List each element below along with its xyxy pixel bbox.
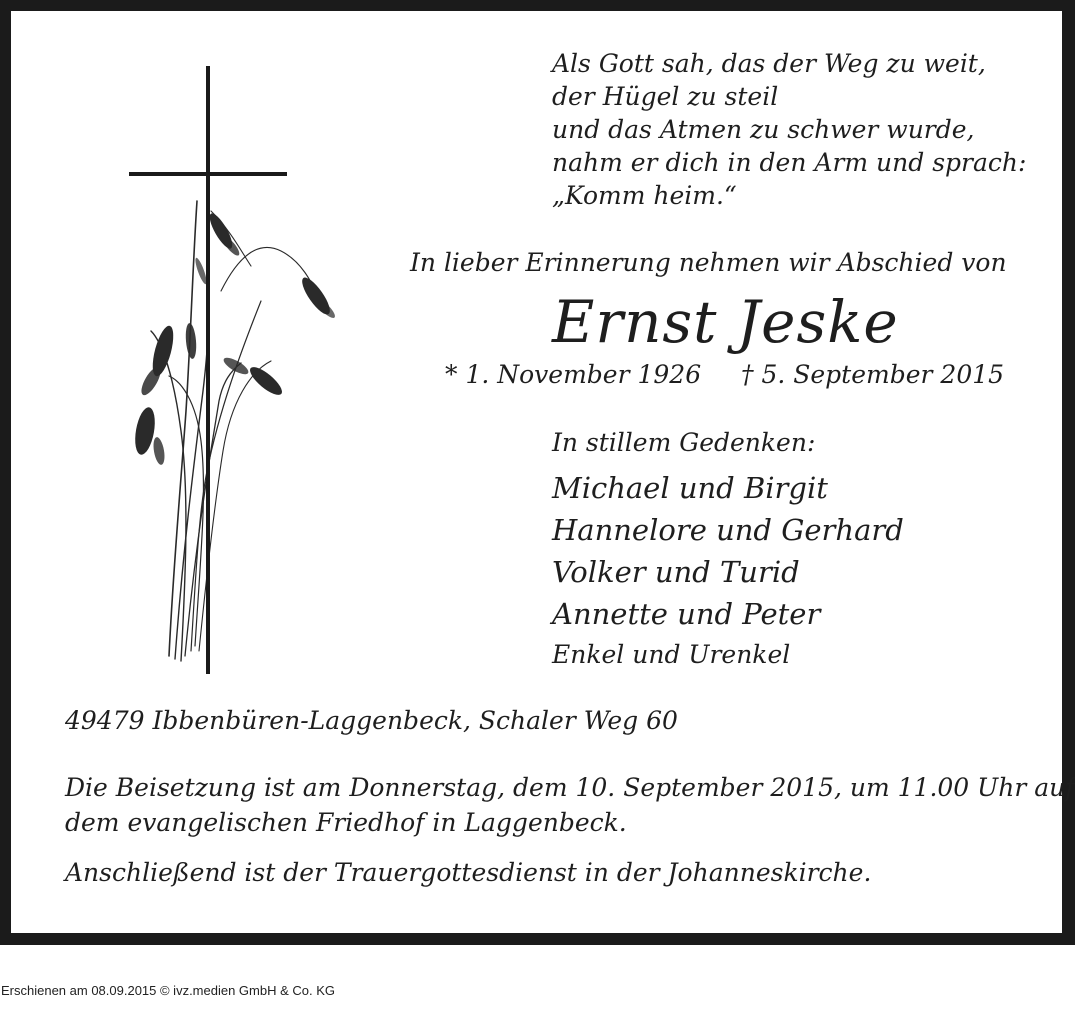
mourner-entry: Hannelore und Gerhard xyxy=(552,513,904,547)
burial-line: Die Beisetzung ist am Donnerstag, dem 10. September 2015, um 11.00 Uhr auf xyxy=(65,773,1075,802)
obituary-card xyxy=(11,11,1075,933)
poem-line: und das Atmen zu schwer wurde, xyxy=(552,115,975,144)
address: 49479 Ibbenbüren-Laggenbeck, Schaler Weg 60 xyxy=(65,706,678,735)
birth-date: * 1. November 1926 xyxy=(445,360,702,389)
poem xyxy=(552,47,1026,212)
mourners-list xyxy=(552,467,904,635)
mourners-heading: In stillem Gedenken: xyxy=(552,428,816,457)
burial-info xyxy=(65,770,1074,840)
poem-line: der Hügel zu steil xyxy=(552,82,779,111)
grandchildren-line: Enkel und Urenkel xyxy=(552,640,791,669)
poem-line: Als Gott sah, das der Weg zu weit, xyxy=(552,49,986,78)
deceased-name: Ernst Jeske xyxy=(552,288,899,356)
mourner-entry: Michael und Birgit xyxy=(552,471,828,505)
mourner-entry: Volker und Turid xyxy=(552,555,800,589)
poem-line: nahm er dich in den Arm und sprach: xyxy=(552,148,1027,177)
cross-with-wheat-icon xyxy=(111,51,351,681)
publication-footer: Erschienen am 08.09.2015 © ivz.medien GmbH & Co. KG xyxy=(1,983,336,998)
service-info: Anschließend ist der Trauergottesdienst in der Johanneskirche. xyxy=(65,858,872,887)
burial-line: dem evangelischen Friedhof in Laggenbeck. xyxy=(65,808,627,837)
farewell-intro: In lieber Erinnerung nehmen wir Abschied von xyxy=(410,248,1007,277)
mourner-entry: Annette und Peter xyxy=(552,597,821,631)
death-date: † 5. September 2015 xyxy=(741,360,1005,389)
poem-line: „Komm heim.“ xyxy=(552,181,737,210)
